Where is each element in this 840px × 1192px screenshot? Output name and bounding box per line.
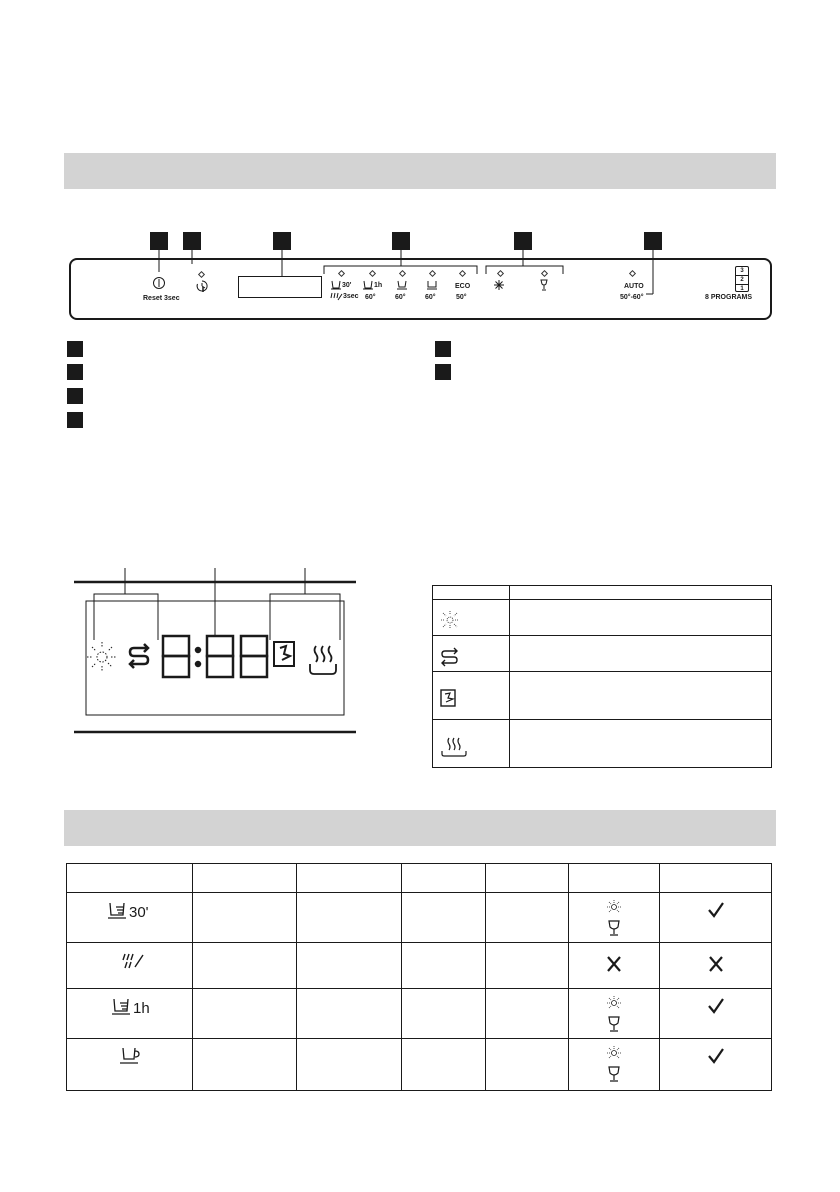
legend-square-3: [67, 388, 83, 404]
delay-start-icon[interactable]: [195, 279, 209, 293]
program-temp-4: 50°: [456, 294, 467, 301]
rinse-aid-icon: [87, 642, 117, 672]
program-quick-icon[interactable]: [330, 280, 342, 290]
table-row: [67, 893, 772, 943]
rinse-aid-icon: [439, 609, 461, 631]
legend-square-1: [67, 341, 83, 357]
program-code-4[interactable]: ECO: [455, 283, 471, 290]
rinse-aid-glass-icon: [604, 1045, 624, 1083]
auto-temp-label: 50°-60°: [620, 294, 644, 301]
time-digits: [163, 636, 267, 677]
legend-square-6: [435, 364, 451, 380]
drying-icon: [439, 736, 469, 758]
quick-1h-icon: [111, 997, 133, 1017]
program-1h-icon[interactable]: [362, 280, 374, 290]
level-3: 3: [740, 268, 744, 274]
check-cell: [660, 989, 772, 1039]
cross-cell: [660, 943, 772, 989]
prog-header-2: [193, 864, 297, 893]
legend-drying-desc: [510, 720, 772, 768]
program-symbol-cell: [67, 893, 193, 943]
legend-header-description: [510, 586, 772, 600]
program-code-1h: 1h: [133, 1000, 150, 1017]
check-mark-icon: [707, 1047, 725, 1065]
display-diagram: [70, 560, 360, 740]
program-symbol-cell: [67, 1039, 193, 1091]
program-code-2: 3sec: [343, 293, 359, 300]
legend-square-4: [67, 412, 83, 428]
glass-care-icon[interactable]: [539, 279, 549, 291]
legend-drying-cell: [433, 720, 510, 768]
table-row: [67, 943, 772, 989]
program-code-3: 1h: [374, 282, 383, 289]
table-row: [67, 1039, 772, 1091]
rinse-aid-glass-icon: [604, 899, 624, 937]
program-code-1: 30': [342, 282, 352, 289]
check-mark-icon: [707, 901, 725, 919]
prog-header-6: [569, 864, 660, 893]
rinse-hold-icon-small[interactable]: [330, 292, 344, 301]
program-temp-1: 60°: [365, 294, 376, 301]
prog-header-3: [297, 864, 402, 893]
cross-icon: [606, 955, 622, 973]
program-symbol-cell: [67, 989, 193, 1039]
table-row: [67, 989, 772, 1039]
quick-30-icon: [107, 901, 129, 921]
program-temp-2: 60°: [395, 294, 406, 301]
prog-header-4: [402, 864, 486, 893]
symbol-legend-table: [432, 585, 772, 768]
program-pots-icon[interactable]: [426, 280, 438, 290]
legend-square-2: [67, 364, 83, 380]
drying-icon: [310, 646, 336, 674]
program-intensive-icon[interactable]: [396, 280, 408, 290]
display-window: [238, 276, 322, 298]
level-indicator: [735, 266, 749, 292]
legend-rinse-aid-desc: [510, 600, 772, 636]
program-symbol-cell: [67, 943, 193, 989]
check-cell: [660, 1039, 772, 1091]
prog-header-7: [660, 864, 772, 893]
section-header-band-2: [64, 810, 776, 846]
salt-icon: [439, 647, 461, 667]
autoopen-icon: [439, 688, 459, 708]
legend-salt-cell: [433, 636, 510, 672]
prog-header-1: [67, 864, 193, 893]
legend-salt-desc: [510, 636, 772, 672]
cross-icon: [708, 955, 724, 973]
reset-label: Reset 3sec: [143, 295, 180, 302]
prog-header-5: [486, 864, 569, 893]
program-temp-3: 60°: [425, 294, 436, 301]
legend-autoopen-cell: [433, 672, 510, 720]
program-code-30: 30': [129, 904, 149, 921]
legend-autoopen-desc: [510, 672, 772, 720]
auto-label[interactable]: AUTO: [624, 283, 644, 290]
extra-hygiene-icon[interactable]: [493, 279, 505, 291]
salt-icon: [130, 644, 148, 668]
programs-count-label: 8 PROGRAMS: [705, 294, 753, 301]
check-cell: [660, 893, 772, 943]
level-1: 1: [736, 284, 748, 293]
rinse-hold-icon: [121, 952, 145, 970]
check-mark-icon: [707, 997, 725, 1015]
legend-square-5: [435, 341, 451, 357]
power-icon[interactable]: [152, 276, 166, 290]
legend-header-symbol: [433, 586, 510, 600]
level-2: 2: [736, 275, 748, 284]
control-panel: [69, 258, 772, 320]
legend-rinse-aid-cell: [433, 600, 510, 636]
rinse-glass-cell: [569, 989, 660, 1039]
intensive-icon: [119, 1046, 141, 1066]
rinse-glass-cell: [569, 1039, 660, 1091]
program-table: [66, 863, 772, 1091]
rinse-aid-glass-icon: [604, 995, 624, 1033]
autoopen-icon: [274, 642, 294, 666]
cross-cell: [569, 943, 660, 989]
rinse-glass-cell: [569, 893, 660, 943]
